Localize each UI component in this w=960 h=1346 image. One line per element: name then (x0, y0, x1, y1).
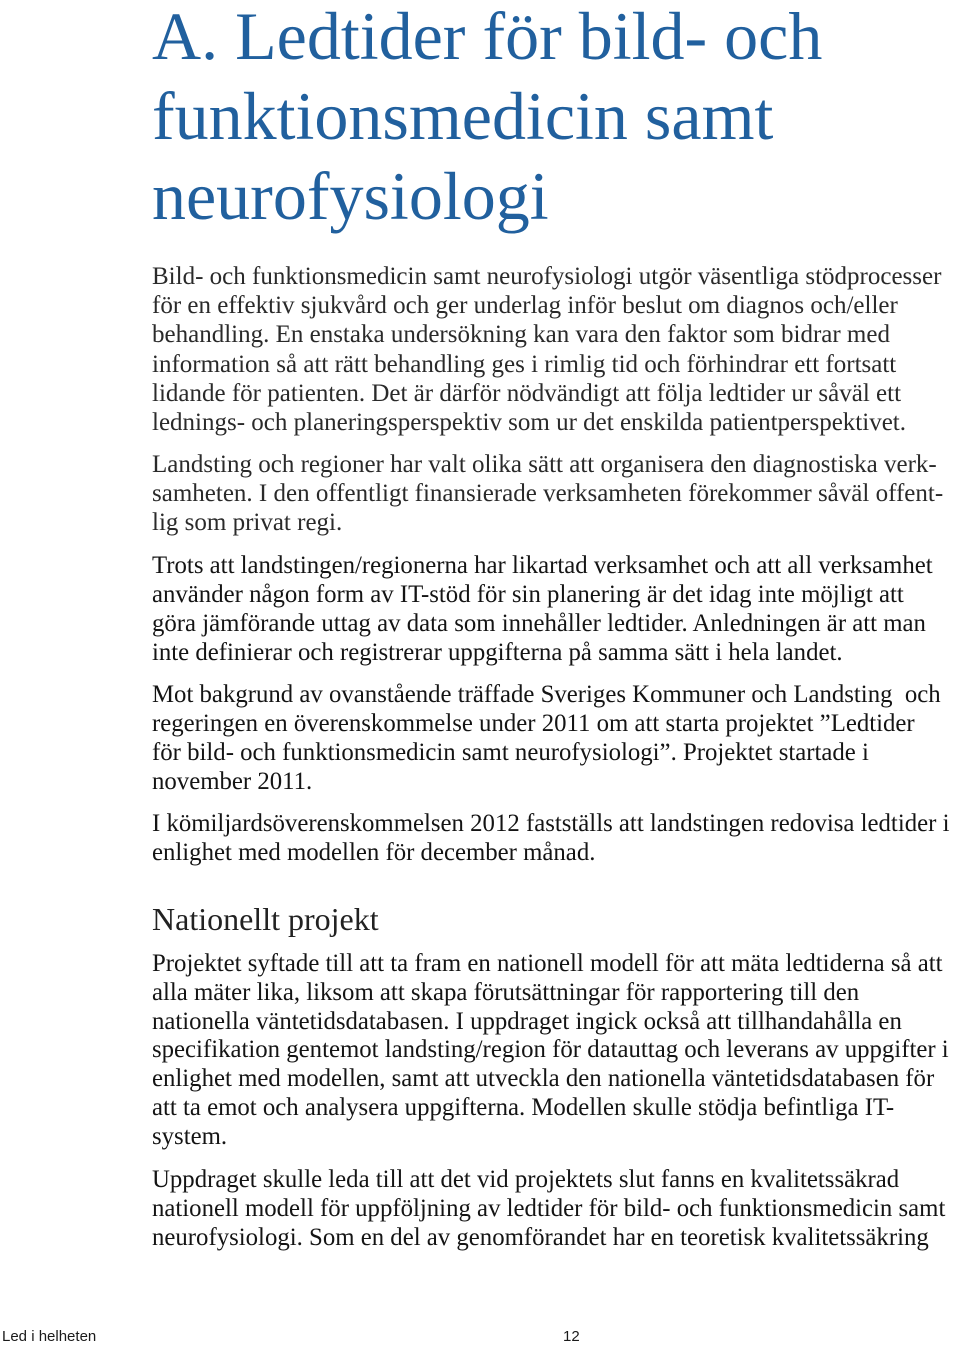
text-line: lednings- och planeringsperspektiv som ur det enskilda patientperspektivet. (152, 409, 906, 437)
body-paragraph-3 (152, 809, 949, 867)
body-paragraph-1 (152, 551, 933, 667)
text-line: Uppdraget skulle leda till att det vid projektets slut fanns en kvalitetssäkrad (152, 1166, 900, 1193)
section-heading: Nationellt projekt (152, 901, 379, 937)
text-line: specifikation gentemot landsting/region för datauttag och leverans av uppgifter i (152, 1036, 949, 1064)
intro-paragraph-1 (152, 262, 941, 437)
text-line: neurofysiologi. Som en del av genomförandet har en teoretisk kvalitetssäkring (152, 1224, 929, 1251)
text-line: Bild- och funktionsmedicin samt neurofysiologi utgör väsentliga stödprocesser (152, 263, 942, 290)
text-line: lidande för patienten. Det är därför nödvändigt att följa ledtider ur såväl ett (152, 379, 902, 407)
footer-page-number: 12 (563, 1328, 580, 1345)
text-line: I kömiljardsöverenskommelsen 2012 fastställs att landstingen redovisa ledtider i (152, 810, 950, 837)
text-line: system. (152, 1122, 228, 1150)
page-title (152, 0, 822, 236)
text-line: enlighet med modellen, samt att utveckla den nationella väntetidsdatabasen för (152, 1065, 935, 1093)
body-paragraph-2 (152, 680, 941, 796)
text-line: Landsting och regioner har valt olika sätt att organisera den diagnostiska verk- (152, 451, 937, 478)
text-line: samheten. I den offentligt finansierade verksamheten förekommer såväl offent- (152, 480, 944, 508)
footer-document-title: Led i helheten (2, 1328, 97, 1345)
text-line: för en effektiv sjukvård och ger underlag inför beslut om diagnos och/eller (152, 292, 898, 320)
text-line: behandling. En enstaka undersökning kan vara den faktor som bidrar med (152, 321, 890, 349)
text-line: att ta emot och analysera uppgifterna. Modellen skulle stödja befintliga IT- (152, 1093, 895, 1121)
text-line: Mot bakgrund av ovanstående träffade Sveriges Kommuner och Landsting och (152, 681, 941, 708)
text-line: alla mäter lika, liksom att skapa förutsättningar för rapportering till den (152, 978, 860, 1006)
text-line: för bild- och funktionsmedicin samt neurofysiologi”. Projektet startade i (152, 739, 869, 766)
page-title-line: funktionsmedicin samt (152, 78, 774, 154)
text-line: nationell modell för uppföljning av ledtider för bild- och funktionsmedicin samt (152, 1195, 946, 1222)
page-title-line: A. Ledtider för bild- och (152, 0, 823, 74)
text-line: lig som privat regi. (152, 509, 343, 537)
text-line: använder någon form av IT-stöd för sin planering är det idag inte möjligt att (152, 581, 904, 608)
text-line: nationella väntetidsdatabasen. I uppdraget ingick också att tillhandahålla en (152, 1007, 902, 1035)
text-line: inte definierar och registrerar uppgifterna på samma sätt i hela landet. (152, 639, 843, 666)
page-title-line: neurofysiologi (152, 158, 549, 234)
text-line: göra jämförande uttag av data som innehåller ledtider. Anledningen är att man (152, 610, 926, 637)
intro-paragraph-2 (152, 450, 943, 538)
text-line: enlighet med modellen för december månad. (152, 839, 596, 866)
section-paragraph-1 (152, 950, 949, 1152)
text-line: november 2011. (152, 768, 313, 795)
text-line: information så att rätt behandling ges i rimlig tid och förhindrar ett fortsatt (152, 350, 897, 378)
text-line: Trots att landstingen/regionerna har likartad verksamhet och att all verksamhet (152, 552, 933, 579)
section-paragraph-2 (152, 1165, 945, 1252)
text-line: Projektet syftade till att ta fram en nationell modell för att mäta ledtiderna så att (152, 950, 943, 977)
text-line: regeringen en överenskommelse under 2011 om att starta projektet ”Ledtider (152, 710, 915, 737)
